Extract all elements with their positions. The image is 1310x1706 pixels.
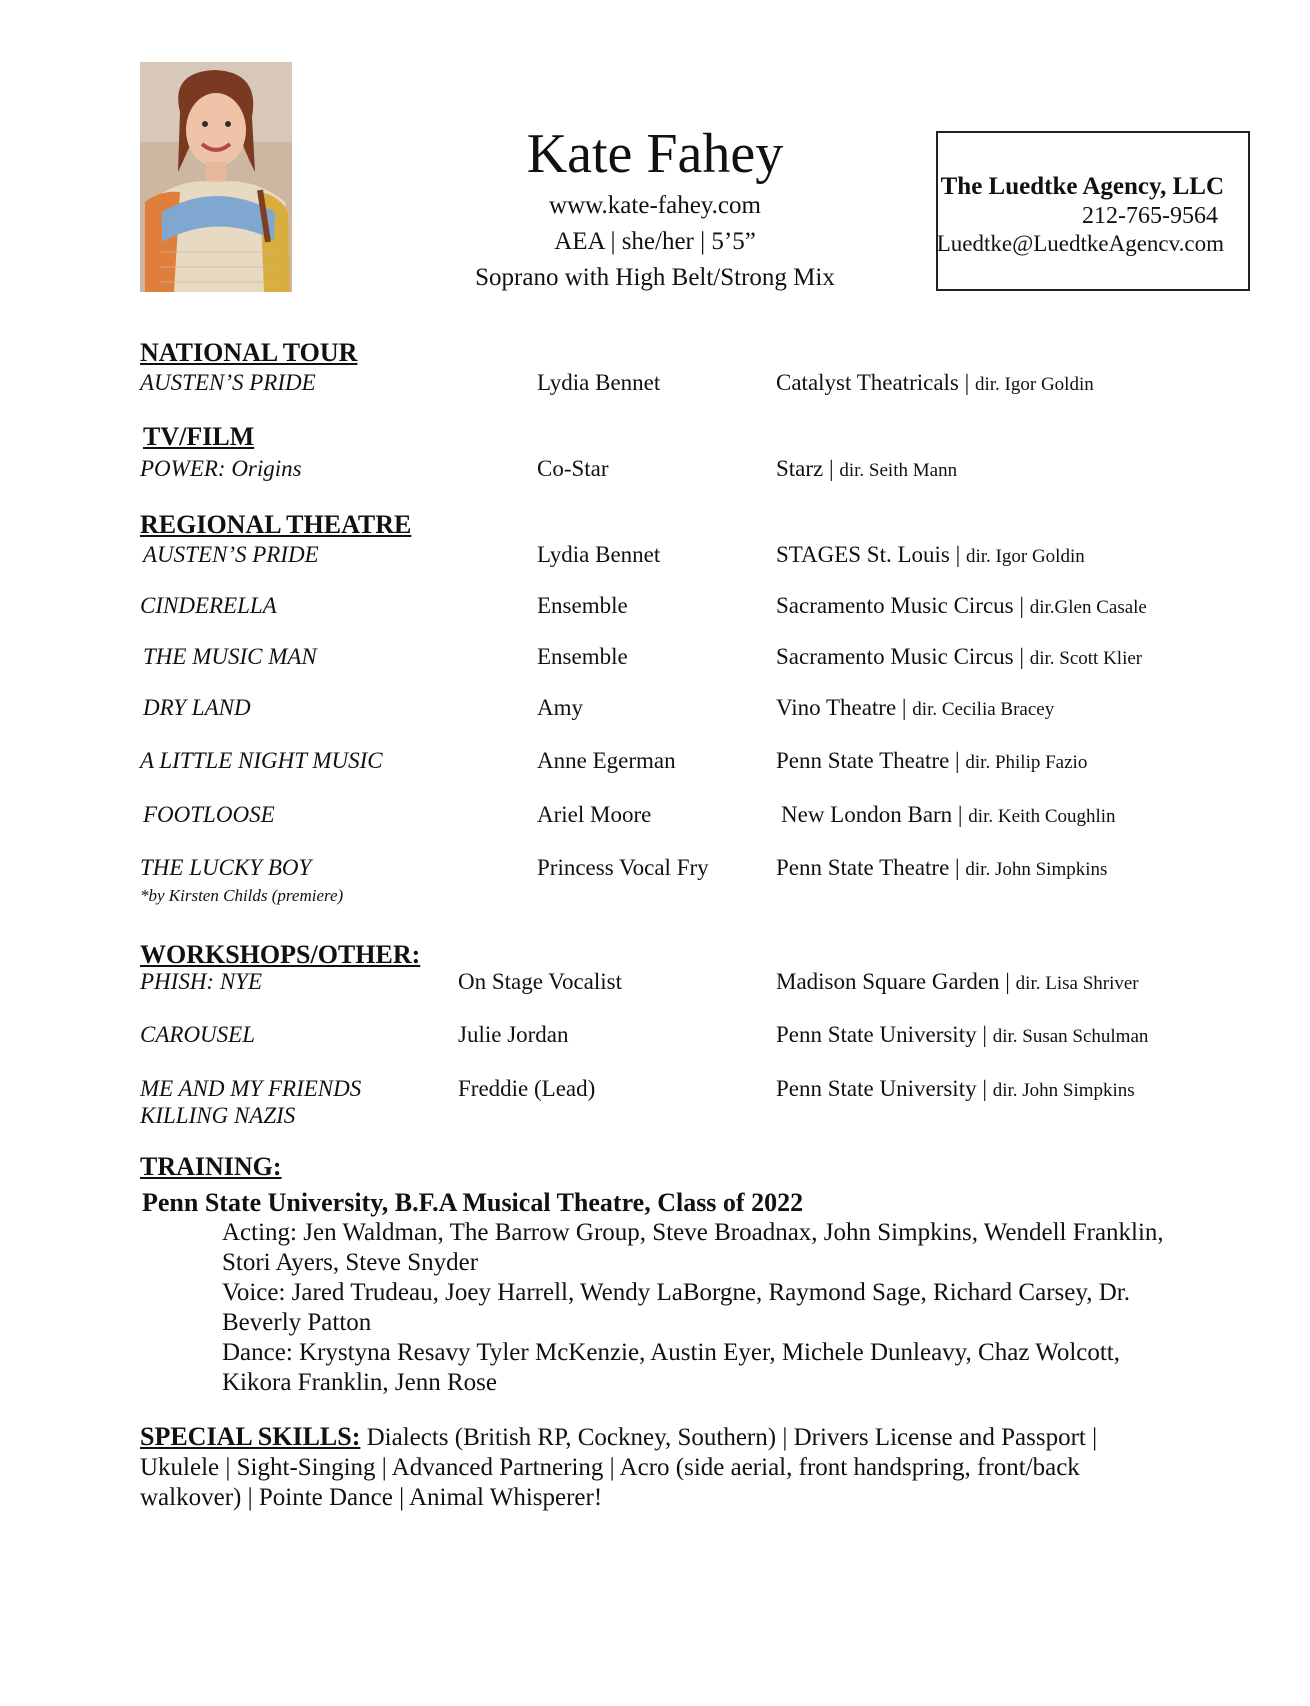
credit-title: THE LUCKY BOY (140, 855, 312, 880)
credit-title: AUSTEN’S PRIDE (140, 370, 316, 395)
section-training: TRAINING: (140, 1152, 282, 1181)
credit-venue: Catalyst Theatricals | dir. Igor Goldin (776, 370, 1094, 395)
credit-role: Lydia Bennet (537, 542, 661, 567)
credit-role: Ariel Moore (537, 802, 652, 827)
credit-title: CAROUSEL (140, 1022, 255, 1047)
voice-type: Soprano with High Belt/Strong Mix (475, 264, 835, 291)
credit-role: Ensemble (537, 644, 628, 669)
credit-role: Lydia Bennet (537, 370, 661, 395)
credit-title: DRY LAND (143, 695, 251, 720)
credit-role: On Stage Vocalist (458, 969, 622, 994)
credit-title: PHISH: NYE (140, 969, 263, 994)
section-workshops: WORKSHOPS/OTHER: (140, 940, 421, 969)
credit-title: ME AND MY FRIENDS (140, 1076, 362, 1101)
section-national-tour: NATIONAL TOUR (140, 338, 358, 367)
credit-role: Freddie (Lead) (458, 1076, 596, 1101)
training-voice: Voice: Jared Trudeau, Joey Harrell, Wendy LaBorgne, Raymond Sage, Richard Carsey, Dr. Beverly Patton (222, 1279, 1130, 1336)
credit-title: CINDERELLA (140, 593, 277, 618)
special-skills (140, 1422, 1100, 1513)
credit-title: AUSTEN’S PRIDE (143, 542, 319, 567)
agency-box (936, 131, 1250, 291)
credit-note: *by Kirsten Childs (premiere) (140, 886, 344, 905)
credit-venue: Vino Theatre | dir. Cecilia Bracey (776, 695, 1055, 720)
credit-role: Anne Egerman (537, 748, 676, 773)
credit-venue: New London Barn | dir. Keith Coughlin (781, 802, 1116, 827)
credit-title: FOOTLOOSE (143, 802, 275, 827)
credit-venue: Sacramento Music Circus | dir.Glen Casale (776, 593, 1147, 618)
special-skills-label: SPECIAL SKILLS: (140, 1422, 361, 1451)
training-acting: Acting: Jen Waldman, The Barrow Group, Steve Broadnax, John Simpkins, Wendell Franklin, Stori Ayers, Steve Snyder (222, 1219, 1164, 1276)
credit-title: POWER: Origins (140, 456, 302, 481)
credit-title: A LITTLE NIGHT MUSIC (140, 748, 383, 773)
credit-venue: Sacramento Music Circus | dir. Scott Klier (776, 644, 1143, 669)
training-school: Penn State University, B.F.A Musical Theatre, Class of 2022 (142, 1188, 804, 1217)
credit-role: Co-Star (537, 456, 609, 481)
section-tv-film: TV/FILM (143, 422, 255, 451)
credit-venue: Starz | dir. Seith Mann (776, 456, 958, 481)
credit-role: Amy (537, 695, 583, 720)
credit-venue: Penn State University | dir. John Simpkins (776, 1076, 1135, 1101)
website-link[interactable]: www.kate-fahey.com (549, 192, 761, 219)
credit-title-line2: KILLING NAZIS (140, 1103, 296, 1128)
credit-venue: Penn State University | dir. Susan Schulman (776, 1022, 1149, 1047)
agency-email[interactable]: Luedtke@LuedtkeAgencv.com (936, 231, 1224, 256)
performer-info: AEA | she/her | 5’5” (554, 228, 756, 255)
agency-phone: 212-765-9564 (1082, 203, 1218, 229)
performer-name: Kate Fahey (526, 123, 784, 185)
credit-role: Julie Jordan (458, 1022, 569, 1047)
credit-role: Princess Vocal Fry (537, 855, 709, 880)
credit-title: THE MUSIC MAN (143, 644, 317, 669)
agency-name: The Luedtke Agency, LLC (940, 173, 1224, 200)
credit-venue: Penn State Theatre | dir. Philip Fazio (776, 748, 1088, 773)
credit-venue: Penn State Theatre | dir. John Simpkins (776, 855, 1108, 880)
credit-venue: STAGES St. Louis | dir. Igor Goldin (776, 542, 1085, 567)
special-skills-text: Dialects (British RP, Cockney, Southern) | Drivers License and Passport | Ukulele | Sight-Singing | Advanced Partnering | Acro (side aerial, front handspring, front/back walkover) | Pointe Dance | Animal Whisperer! (140, 1424, 1098, 1511)
section-regional-theatre: REGIONAL THEATRE (140, 510, 412, 539)
training-dance: Dance: Krystyna Resavy Tyler McKenzie, Austin Eyer, Michele Dunleavy, Chaz Wolcott, Kikora Franklin, Jenn Rose (222, 1339, 1120, 1396)
credit-venue: Madison Square Garden | dir. Lisa Shriver (776, 969, 1139, 994)
credit-role: Ensemble (537, 593, 628, 618)
